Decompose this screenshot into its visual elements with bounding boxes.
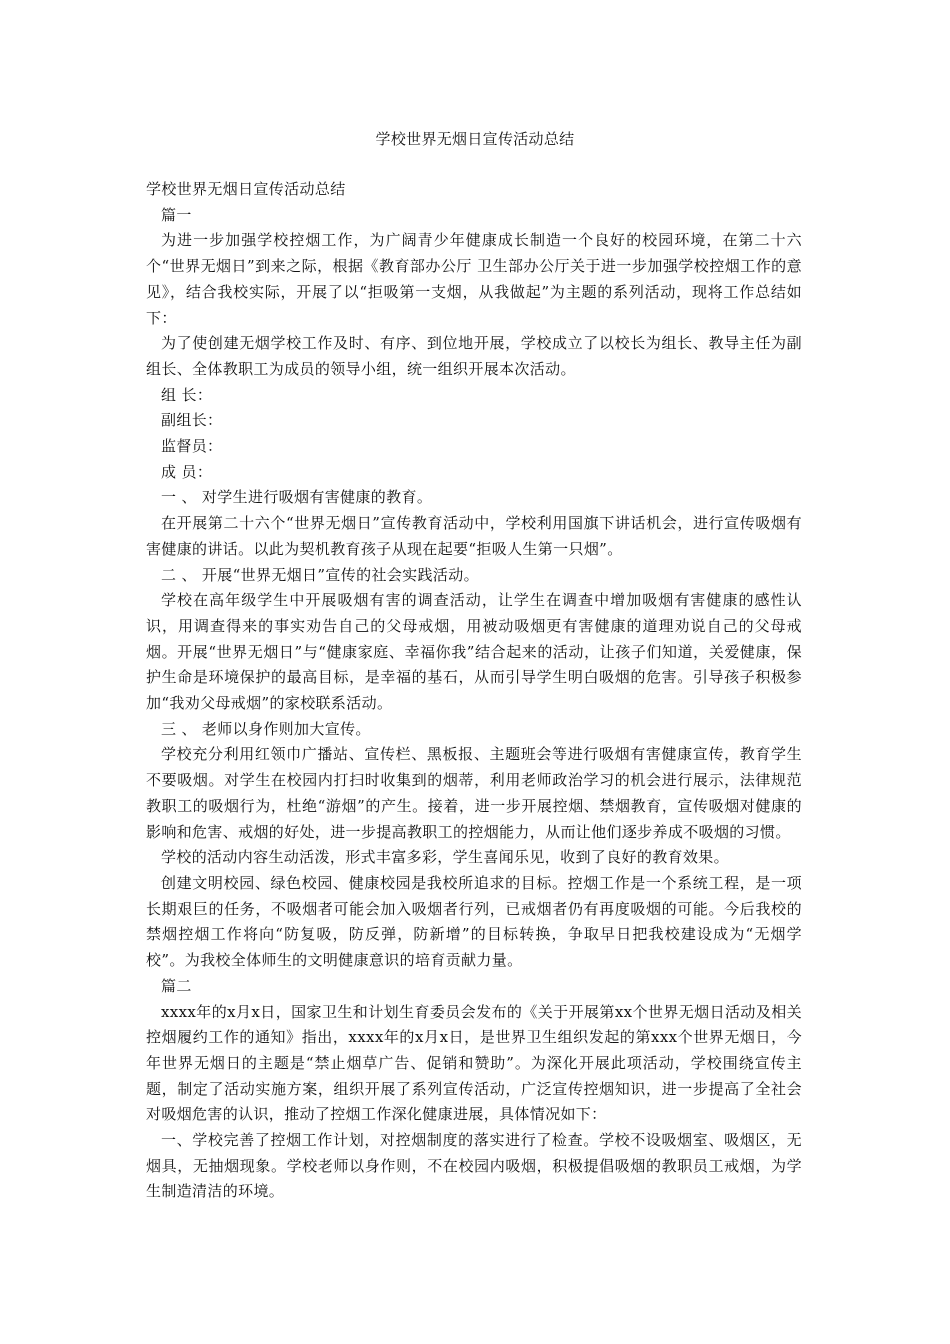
subtitle: 学校世界无烟日宣传活动总结 [146, 180, 346, 198]
effect-paragraph: 学校的活动内容生动活泼，形式丰富多彩，学生喜闻乐见，收到了良好的教育效果。 [161, 848, 729, 867]
part1-heading: 篇一 [161, 205, 192, 224]
role-deputy: 副组长： [161, 411, 223, 430]
part2-heading: 篇二 [161, 976, 192, 995]
section3-heading: 三 、 老师以身作则加大宣传。 [161, 719, 371, 738]
group-paragraph: 为了使创建无烟学校工作及时、有序、到位地开展，学校成立了以校长为组长、教导主任为副组长、全体教职工为成员的领导小组，统一组织开展本次活动。 [146, 334, 802, 378]
section1-body: 在开展第二十六个“世界无烟日”宣传教育活动中，学校利用国旗下讲话机会，进行宣传吸烟有害健康的讲话。以此为契机教育孩子从现在起要“拒吸人生第一只烟”。 [146, 514, 802, 558]
part2-item1: 一、学校完善了控烟工作计划，对控烟制度的落实进行了检查。学校不设吸烟室、吸烟区，无烟具，无抽烟现象。学校老师以身作则，不在校园内吸烟，积极提倡吸烟的教职员工戒烟，为学生制造清洁的环境。 [146, 1131, 802, 1201]
intro-paragraph: 为进一步加强学校控烟工作，为广阔青少年健康成长制造一个良好的校园环境，在第二十六个“世界无烟日”到来之际，根据《教育部办公厅 卫生部办公厅关于进一步加强学校控烟工作的意见》，结合我校实际，开展了以“拒吸第一支烟，从我做起”为主题的系列活动，现将工作总结如下： [146, 231, 802, 327]
section3-body: 学校充分利用红领巾广播站、宣传栏、黑板报、主题班会等进行吸烟有害健康宣传，教育学生不要吸烟。对学生在校园内打扫时收集到的烟蒂，利用老师政治学习的机会进行展示，法律规范教职工的吸烟行为，杜绝“游烟”的产生。接着，进一步开展控烟、禁烟教育，宣传吸烟对健康的影响和危害、戒烟的好处，进一步提高教职工的控烟能力，从而让他们逐步养成不吸烟的习惯。 [146, 745, 802, 841]
document-body [146, 177, 802, 1205]
role-leader: 组 长： [161, 385, 213, 404]
role-supervisor: 监督员： [161, 437, 223, 456]
part2-paragraph: xxxx年的x月x日，国家卫生和计划生育委员会发布的《关于开展第xx个世界无烟日活动及相关控烟履约工作的通知》指出，xxxx年的x月x日，是世界卫生组织发起的第xxx个世界无烟日，今年世界无烟日的主题是“禁止烟草广告、促销和赞助”。为深化开展此项活动，学校围绕宣传主题，制定了活动实施方案，组织开展了系列宣传活动，广泛宣传控烟知识，进一步提高了全社会对吸烟危害的认识，推动了控烟工作深化健康进展，具体情况如下： [146, 1002, 802, 1124]
section2-heading: 二 、 开展“世界无烟日”宣传的社会实践活动。 [161, 565, 479, 584]
section1-heading: 一 、 对学生进行吸烟有害健康的教育。 [161, 488, 433, 507]
document-title: 学校世界无烟日宣传活动总结 [375, 130, 575, 148]
role-member: 成 员： [161, 462, 213, 481]
goal-paragraph: 创建文明校园、绿色校园、健康校园是我校所追求的目标。控烟工作是一个系统工程，是一项长期艰巨的任务，不吸烟者可能会加入吸烟者行列，已戒烟者仍有再度吸烟的可能。今后我校的禁烟控烟工作将向“防复吸，防反弹，防新增”的目标转换，争取早日把我校建设成为“无烟学校”。为我校全体师生的文明健康意识的培育贡献力量。 [146, 873, 802, 970]
section2-body: 学校在高年级学生中开展吸烟有害的调查活动，让学生在调查中增加吸烟有害健康的感性认识，用调查得来的事实劝告自己的父母戒烟，用被动吸烟更有害健康的道理劝说自己的父母戒烟。开展“世界无烟日”与“健康家庭、幸福你我”结合起来的活动，让孩子们知道，关爱健康，保护生命是环境保护的最高目标，是幸福的基石，从而引导学生明白吸烟的危害。引导孩子积极参加“我劝父母戒烟”的家校联系活动。 [146, 591, 802, 713]
